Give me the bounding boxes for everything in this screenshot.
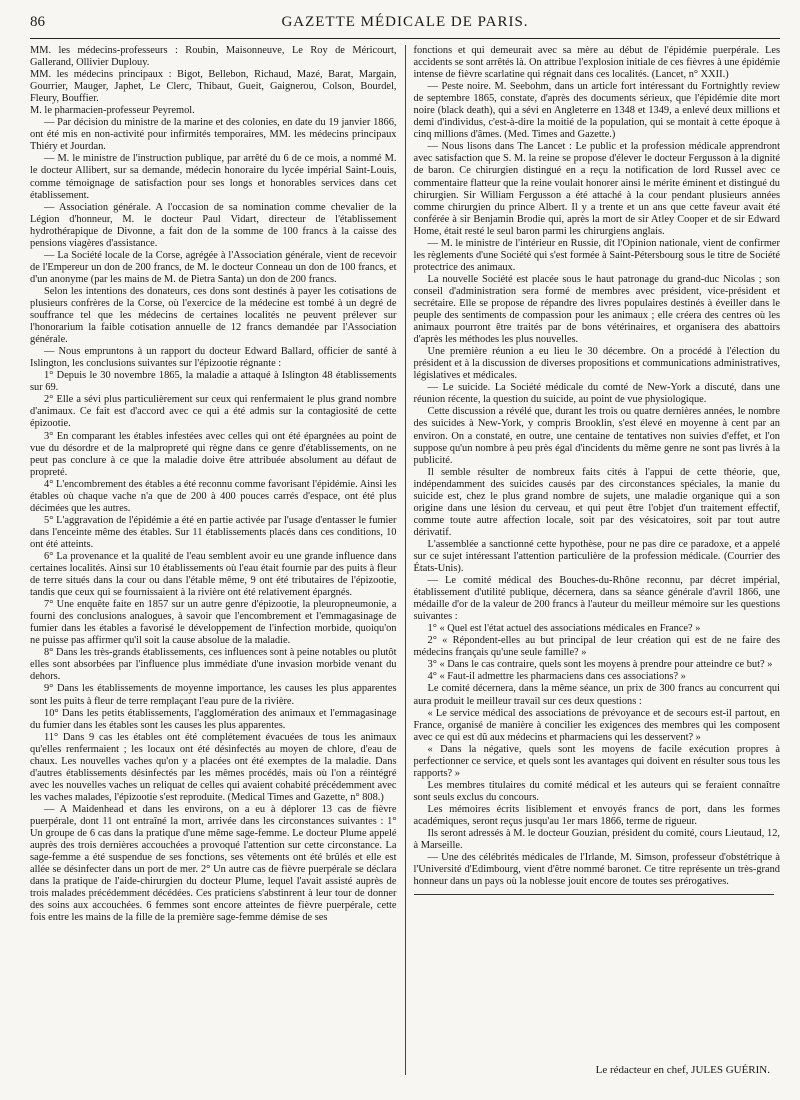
paragraph: — Association générale. A l'occasion de sa nomination comme chevalier de la Légion d'honneur, M. le docteur Paul Vidart, directeur de l'établissement hydrothérapique de Divonne, a fait don de la somme de 100 francs à la caisse des pensions viagères d'assistance. <box>30 201 397 249</box>
paragraph: 3° « Dans le cas contraire, quels sont les moyens à prendre pour atteindre ce but? » <box>427 659 773 671</box>
paragraph: 1° Depuis le 30 novembre 1865, la maladie a attaqué à Islington 48 établissements sur 69. <box>30 370 397 394</box>
paragraph: 10° Dans les petits établissements, l'agglomération des animaux et l'emmagasinage du fumier dans les étables sont les causes les plus apparentes. <box>30 707 397 731</box>
paragraph: — Le comité médical des Bouches-du-Rhône reconnu, par décret impérial, établissement d'utilité publique, décernera, dans sa séance générale d'avril 1866, une médaille d'or de la valeur de 200 francs à l'auteur du meilleur mémoire sur les questions suivantes : <box>413 575 780 623</box>
page-header <box>30 14 780 39</box>
paragraph: M. le pharmacien-professeur Peyremol. <box>30 105 195 117</box>
paragraph: — Par décision du ministre de la marine et des colonies, en date du 19 janvier 1866, ont été mis en non-activité pour infirmités temporaires, MM. les médecins principaux Thiéry et Jourdan. <box>30 117 397 153</box>
paragraph: « Dans la négative, quels sont les moyens de facile exécution propres à perfectionner ce service, et quels sont les avantages qui doivent en résulter sous tous les rapports? » <box>413 743 780 779</box>
paragraph: Les membres titulaires du comité médical et les auteurs qui se feraient connaître sont seuls exclus du concours. <box>413 779 780 803</box>
paragraph: — Nous lisons dans The Lancet : Le public et la profession médicale apprendront avec satisfaction que S. M. la reine se propose d'élever le docteur Fergusson à la dignité de baron. Ce chirurgien distingué en a reçu la notification de lord Russel avec ce commentaire flatteur que la reine voulait honorer ainsi le mérite éminent et distingué du chirurgien. Sir William Fergusson a été attaché à la cour pendant plusieurs années comme chirurgien du prince Albert. Il y a trente et un ans que cette faveur avait été conférée à sir Benjamin Brodie qui, après la mort de sir Atley Cooper et de sir Edward Home, était resté le seul baron parmi les chirurgiens anglais. <box>413 141 780 237</box>
paragraph: Selon les intentions des donateurs, ces dons sont destinés à payer les cotisations de plusieurs confrères de la Corse, où l'exercice de la médecine est tombé à un degré de souffrance tel que les médecins de certaines localités ne peuvent prélever sur l'honorarium la faible cotisation annuelle de 12 francs demandée par l'Association générale. <box>30 285 397 346</box>
paragraph: — A Maidenhead et dans les environs, on a eu à déplorer 13 cas de fièvre puerpérale, dont 11 ont entraîné la mort, arrivée dans les circonstances suivantes : 1° Un groupe de 6 cas dans la pratique d'une même sage-femme. Le docteur Plume appelé auprès des trois dernières accouchées a provoqué l'attention sur cette circonstance. La sage-femme a été suspendue de ses fonctions, ses vêtements ont été brûlés et elle est allée se désinfecter dans un port de mer. 2° Un autre cas de fièvre puerpérale se déclara dans la pratique de l'aide-chirurgien du docteur Plume, lequel l'avait assisté auprès de trois malades précédemment décédées. Ces praticiens s'abstinrent à leur tour de donner des soins aux accouchées. 6 femmes sont encore atteintes de fièvre puerpérale, cette fois entre les mains de la fille de la première sage-femme démise de ses <box>30 803 397 924</box>
paragraph: 6° La provenance et la qualité de l'eau semblent avoir eu une grande influence dans certaines localités. Ainsi sur 10 établissements où l'eau était fournie par des puits à fleur de terre situés dans la cour ou dans l'étable même, 9 ont été tributaires de l'épizootie, tandis que ceux qui se fournissaient à la rivière ont été relativement épargnés. <box>30 550 397 599</box>
paragraph: Ils seront adressés à M. le docteur Gouzian, président du comité, cours Lieutaud, 12, à Marseille. <box>413 828 780 852</box>
page-number: 86 <box>30 14 45 30</box>
paragraph: 4° « Faut-il admettre les pharmaciens dans ces associations? » <box>427 671 686 683</box>
divider <box>414 894 774 895</box>
paragraph: 5° L'aggravation de l'épidémie a été en partie activée par l'usage d'entasser le fumier dans l'enceinte même des étables. Sur 11 établissements placés dans ces conditions, 10 ont été atteints. <box>30 514 397 550</box>
paragraph: Les mémoires écrits lisiblement et envoyés francs de port, dans les formes académiques, seront reçus jusqu'au 1er mars 1866, terme de rigueur. <box>413 803 780 827</box>
paragraph: 1° « Quel est l'état actuel des associations médicales en France? » <box>427 623 701 635</box>
paragraph: 2° « Répondent-elles au but principal de leur création qui est de ne faire des médecins français qu'une seule famille? » <box>413 635 780 659</box>
paragraph: 3° En comparant les étables infestées avec celles qui ont été épargnées au point de vue du désordre et de la malpropreté qui règne dans ce genre d'établissements, on ne peut pas conclure à ce que la maladie doive être attribuée absolument au défaut de propreté. <box>30 430 397 478</box>
paragraph: Il semble résulter de nombreux faits cités à l'appui de cette théorie, que, indépendamment des suicides causés par des circonstances spéciales, la manie du suicide est, chez le plus grand nombre de sujets, une maladie organique qui a son origine dans une lésion du cerveau, et qui peut être l'objet d'un traitement effectif, comme toute autre affection locale, soit par des vésicatoires, soit par tout autre dérivatif. <box>413 466 780 538</box>
paragraph: 7° Une enquête faite en 1857 sur un autre genre d'épizootie, la pleuropneumonie, a fourni des conclusions analogues, à savoir que l'encombrement et l'emmagasinage de fumier dans les étables a favorisé le développement de l'infection morbide, quoiqu'on ne puisse pas affirmer qu'il soit la cause absolue de la maladie. <box>30 599 397 647</box>
paragraph: 4° L'encombrement des étables a été reconnu comme favorisant l'épidémie. Ainsi les étables où chaque vache n'a que de 200 à 400 pouces carrés d'espace, ont été plus décimées que les autres. <box>30 478 397 514</box>
paragraph: — Le suicide. La Société médicale du comté de New-York a discuté, dans une réunion récente, la question du suicide, au point de vue physiologique. <box>413 382 780 406</box>
paragraph: 2° Elle a sévi plus particulièrement sur ceux qui renfermaient le plus grand nombre d'animaux. Ce fait est d'accord avec ce qui a été admis sur la contagiosité de cette épizootie. <box>30 394 397 430</box>
paragraph: Cette discussion a révélé que, durant les trois ou quatre dernières années, le nombre des suicides à New-York, y compris Brooklin, s'est élevé en moyenne à cent par an environ. On a constaté, en outre, une centaine de tentatives non suivies d'effet, et l'on suppose qu'un nombre à peu près égal d'incidents du même genre ne sont pas livrés à la publicité. <box>413 406 780 466</box>
paragraph: 9° Dans les établissements de moyenne importance, les causes les plus apparentes sont les puits à fleur de terre remplaçant l'eau pure de la rivière. <box>30 683 397 707</box>
paragraph: 8° Dans les très-grands établissements, ces influences sont à peine notables ou plutôt elles sont absorbées par l'influence plus immédiate d'une invasion morbide venant du dehors. <box>30 647 397 683</box>
paragraph: MM. les médecins principaux : Bigot, Bellebon, Richaud, Mazé, Barat, Margain, Gourrier, Mauger, Japhet, Le Clerc, Thibaut, Gueit, Gaignerou, Colson, Bourdel, Fleury, Bouffier. <box>30 69 397 105</box>
paragraph: fonctions et qui demeurait avec sa mère au début de l'épidémie puerpérale. Les accidents se sont arrêtés là. On attribue l'explosion initiale de ces fièvres à une épidémie intense de fièvre scarlatine qui régnait dans ces localités. (Lancet, n° XXII.) <box>413 45 780 81</box>
paragraph: — Peste noire. M. Seebohm, dans un article fort intéressant du Fortnightly review de septembre 1865, constate, d'après des documents sérieux, que l'épidémie dite mort noire (black death), qui a sévi en Angleterre en 1348 et 1349, a enlevé deux millions et demi d'individus, c'est-à-dire la moitié de la population, qui se montait à cette époque à cinq millions d'âmes. (Med. Times and Gazette.) <box>413 81 780 141</box>
paragraph: L'assemblée a sanctionné cette hypothèse, pour ne pas dire ce paradoxe, et a appelé sur ce sujet intéressant l'attention particulière de la profession médicale. (Courrier des États-Unis). <box>413 538 780 575</box>
paragraph: Une première réunion a eu lieu le 30 décembre. On a procédé à l'élection du président et à la discussion de diverses propositions et communications administratives, législatives et médicales. <box>413 346 780 382</box>
paragraph: « Le service médical des associations de prévoyance et de secours est-il partout, en France, organisé de manière à concilier les exigences des membres qui les composent avec ce qui est dû aux médecins et pharmaciens qui les desservent? » <box>413 707 780 743</box>
left-column <box>30 45 405 1075</box>
paragraph: — Une des célébrités médicales de l'Irlande, M. Simson, professeur d'obstétrique à l'Université d'Edimbourg, vient d'être nommé baronet. Ce titre représente un très-grand honneur dans un pays où la noblesse jouit encore de toutes ses prérogatives. <box>413 852 780 888</box>
paragraph: — La Société locale de la Corse, agrégée à l'Association générale, vient de recevoir de l'Empereur un don de 200 francs, de M. le docteur Conneau un don de 100 francs, et d'un anonyme (par les mains de M. de Pietra Santa) un don de 200 francs. <box>30 249 397 285</box>
paragraph: 11° Dans 9 cas les étables ont été complétement évacuées de tous les animaux qu'elles renfermaient ; les locaux ont été désinfectés au moyen de chlore, d'eau de chaux. Les nouvelles vaches qu'on y a placées ont été exemptes de la maladie. Dans d'autres établissements désinfectés par les mêmes procédés, mais où l'on a réintégré avec les nouvelles vaches un reliquat de celles qui avaient cohabité précédemment avec les vaches malades, l'épizootie s'est reproduite. (Medical Times and Gazette, n° 808.) <box>30 731 397 803</box>
editor-signature: Le rédacteur en chef, JULES GUÉRIN. <box>595 1064 770 1076</box>
paragraph: MM. les médecins-professeurs : Roubin, Maisonneuve, Le Roy de Méricourt, Gallerand, Ollivier Duplouy. <box>30 45 397 69</box>
paragraph: La nouvelle Société est placée sous le haut patronage du grand-duc Nicolas ; son conseil d'administration sera formé de membres avec président, vice-président et secrétaire. Elle se propose de répandre des livres populaires destinés à éveiller dans le peuple des sentiments de compassion pour les animaux ; elle créera des centres où les animaux pourront être traités par de bons vétérinaires, et organisera des abattoirs d'après les méthodes les plus nouvelles. <box>413 273 780 346</box>
paragraph: — Nous empruntons à un rapport du docteur Edward Ballard, officier de santé à Islington, les conclusions suivantes sur l'épizootie régnante : <box>30 346 397 370</box>
publication-title: GAZETTE MÉDICALE DE PARIS. <box>281 14 529 30</box>
paragraph: — M. le ministre de l'instruction publique, par arrêté du 6 de ce mois, a nommé M. le docteur Allibert, sur sa demande, médecin honoraire du lycée impérial Saint-Louis, comme témoignage de satisfaction pour ses longs et honorables services dans cet établissement. <box>30 153 397 201</box>
text-columns <box>30 45 780 1075</box>
right-column <box>405 45 781 1075</box>
paragraph: Le comité décernera, dans la même séance, un prix de 300 francs au concurrent qui aura produit le meilleur travail sur ces deux questions : <box>413 683 780 707</box>
paragraph: — M. le ministre de l'intérieur en Russie, dit l'Opinion nationale, vient de confirmer les règlements d'une Société qui s'est formée à Saint-Pétersbourg sous le titre de Société protectrice des animaux. <box>413 237 780 273</box>
